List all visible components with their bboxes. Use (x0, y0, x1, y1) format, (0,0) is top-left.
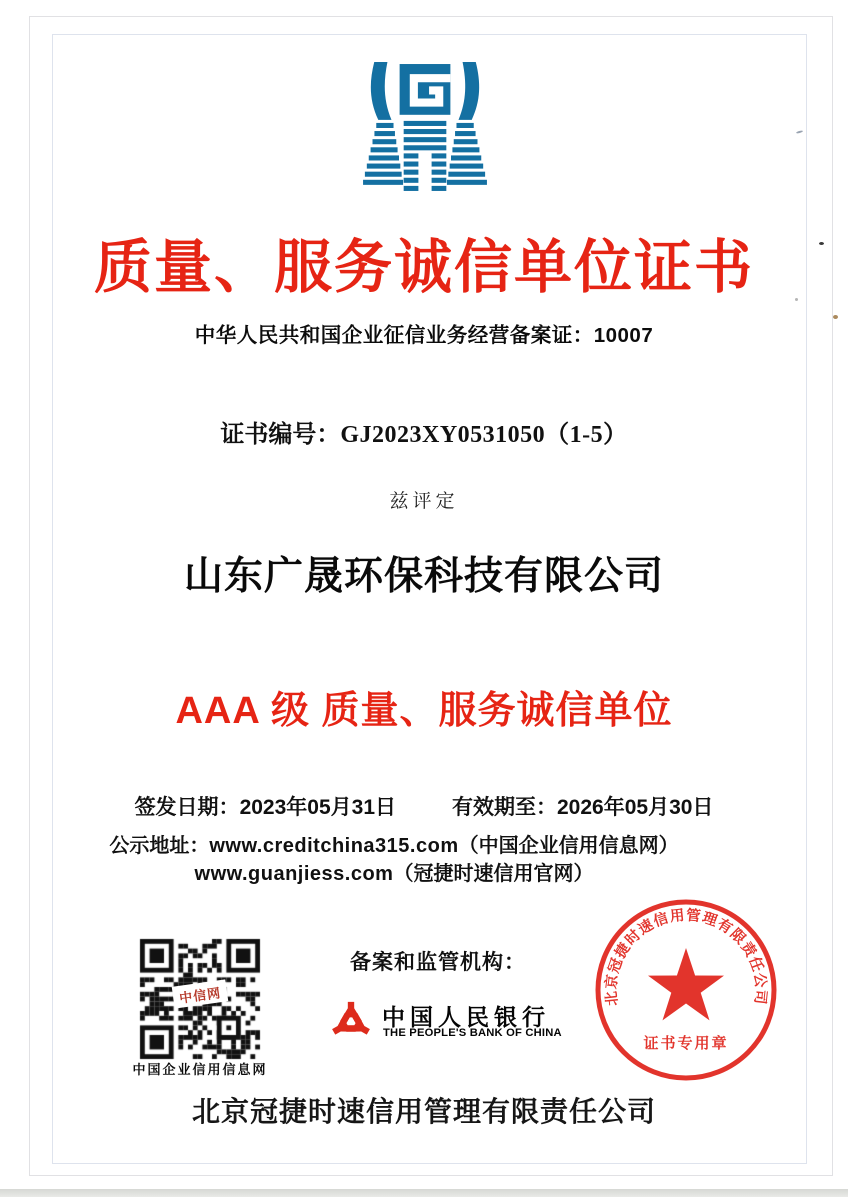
scan-artifact (833, 315, 838, 319)
certificate-seal (591, 895, 781, 1085)
valid-until-value: 2026年05月30日 (557, 796, 714, 819)
guanjiess-note: （冠捷时速信用官网） (393, 863, 594, 885)
valid-until-label: 有效期至： (452, 796, 557, 819)
certificate-number-label: 证书编号： (220, 421, 341, 448)
pboc-name-en: THE PEOPLE'S BANK OF CHINA (383, 1027, 562, 1039)
qr-caption: 中国企业信用信息网 (132, 1062, 268, 1077)
qr-center-text: 中信网 (178, 984, 222, 1006)
dates-line (0, 791, 848, 821)
publicity-address-line1 (0, 832, 818, 860)
qr-code (137, 936, 263, 1062)
certificate-number-value: GJ2023XY0531050（1-5） (340, 422, 628, 448)
issue-date-value: 2023年05月31日 (239, 796, 396, 819)
regulator-label: 备案和监管机构： (350, 951, 526, 974)
scan-artifact (796, 130, 803, 134)
seal-bottom-text: 证书专用章 (643, 1035, 729, 1052)
issue-date-group (135, 791, 396, 821)
creditchina315-note: （中国企业信用信息网） (458, 835, 679, 857)
publicity-address-block (0, 832, 818, 888)
scan-bottom-edge (0, 1189, 848, 1197)
valid-date-group (452, 791, 713, 821)
issue-date-label: 签发日期： (134, 796, 240, 819)
publicity-address-label: 公示地址： (109, 835, 210, 857)
gh-monogram-logo-icon (359, 62, 491, 194)
scan-artifact (819, 242, 824, 245)
hereby-assessed-text: 兹评定 (389, 491, 459, 512)
issuer-company-name: 北京冠捷时速信用管理有限责任公司 (191, 1096, 656, 1127)
seal-ring-text: 北京冠捷时速信用管理有限责任公司 (603, 907, 769, 1007)
pboc-emblem-icon (331, 996, 371, 1046)
creditchina315-url: www.creditchina315.com (209, 835, 459, 857)
seal-star-icon (648, 948, 724, 1020)
pboc-name-cn: 中国人民银行 (382, 1005, 550, 1030)
filing-license-subtitle: 中华人民共和国企业征信业务经营备案证：10007 (194, 324, 654, 347)
certificate-number-line (0, 414, 848, 449)
scan-artifact (795, 298, 798, 301)
publicity-address-line2 (0, 860, 818, 888)
certificate-title: 质量、服务诚信单位证书 (93, 235, 754, 300)
company-name: 山东广晟环保科技有限公司 (183, 555, 664, 598)
aaa-rating-line: AAA 级 质量、服务诚信单位 (175, 690, 673, 732)
guanjiess-url: www.guanjiess.com (194, 863, 394, 885)
